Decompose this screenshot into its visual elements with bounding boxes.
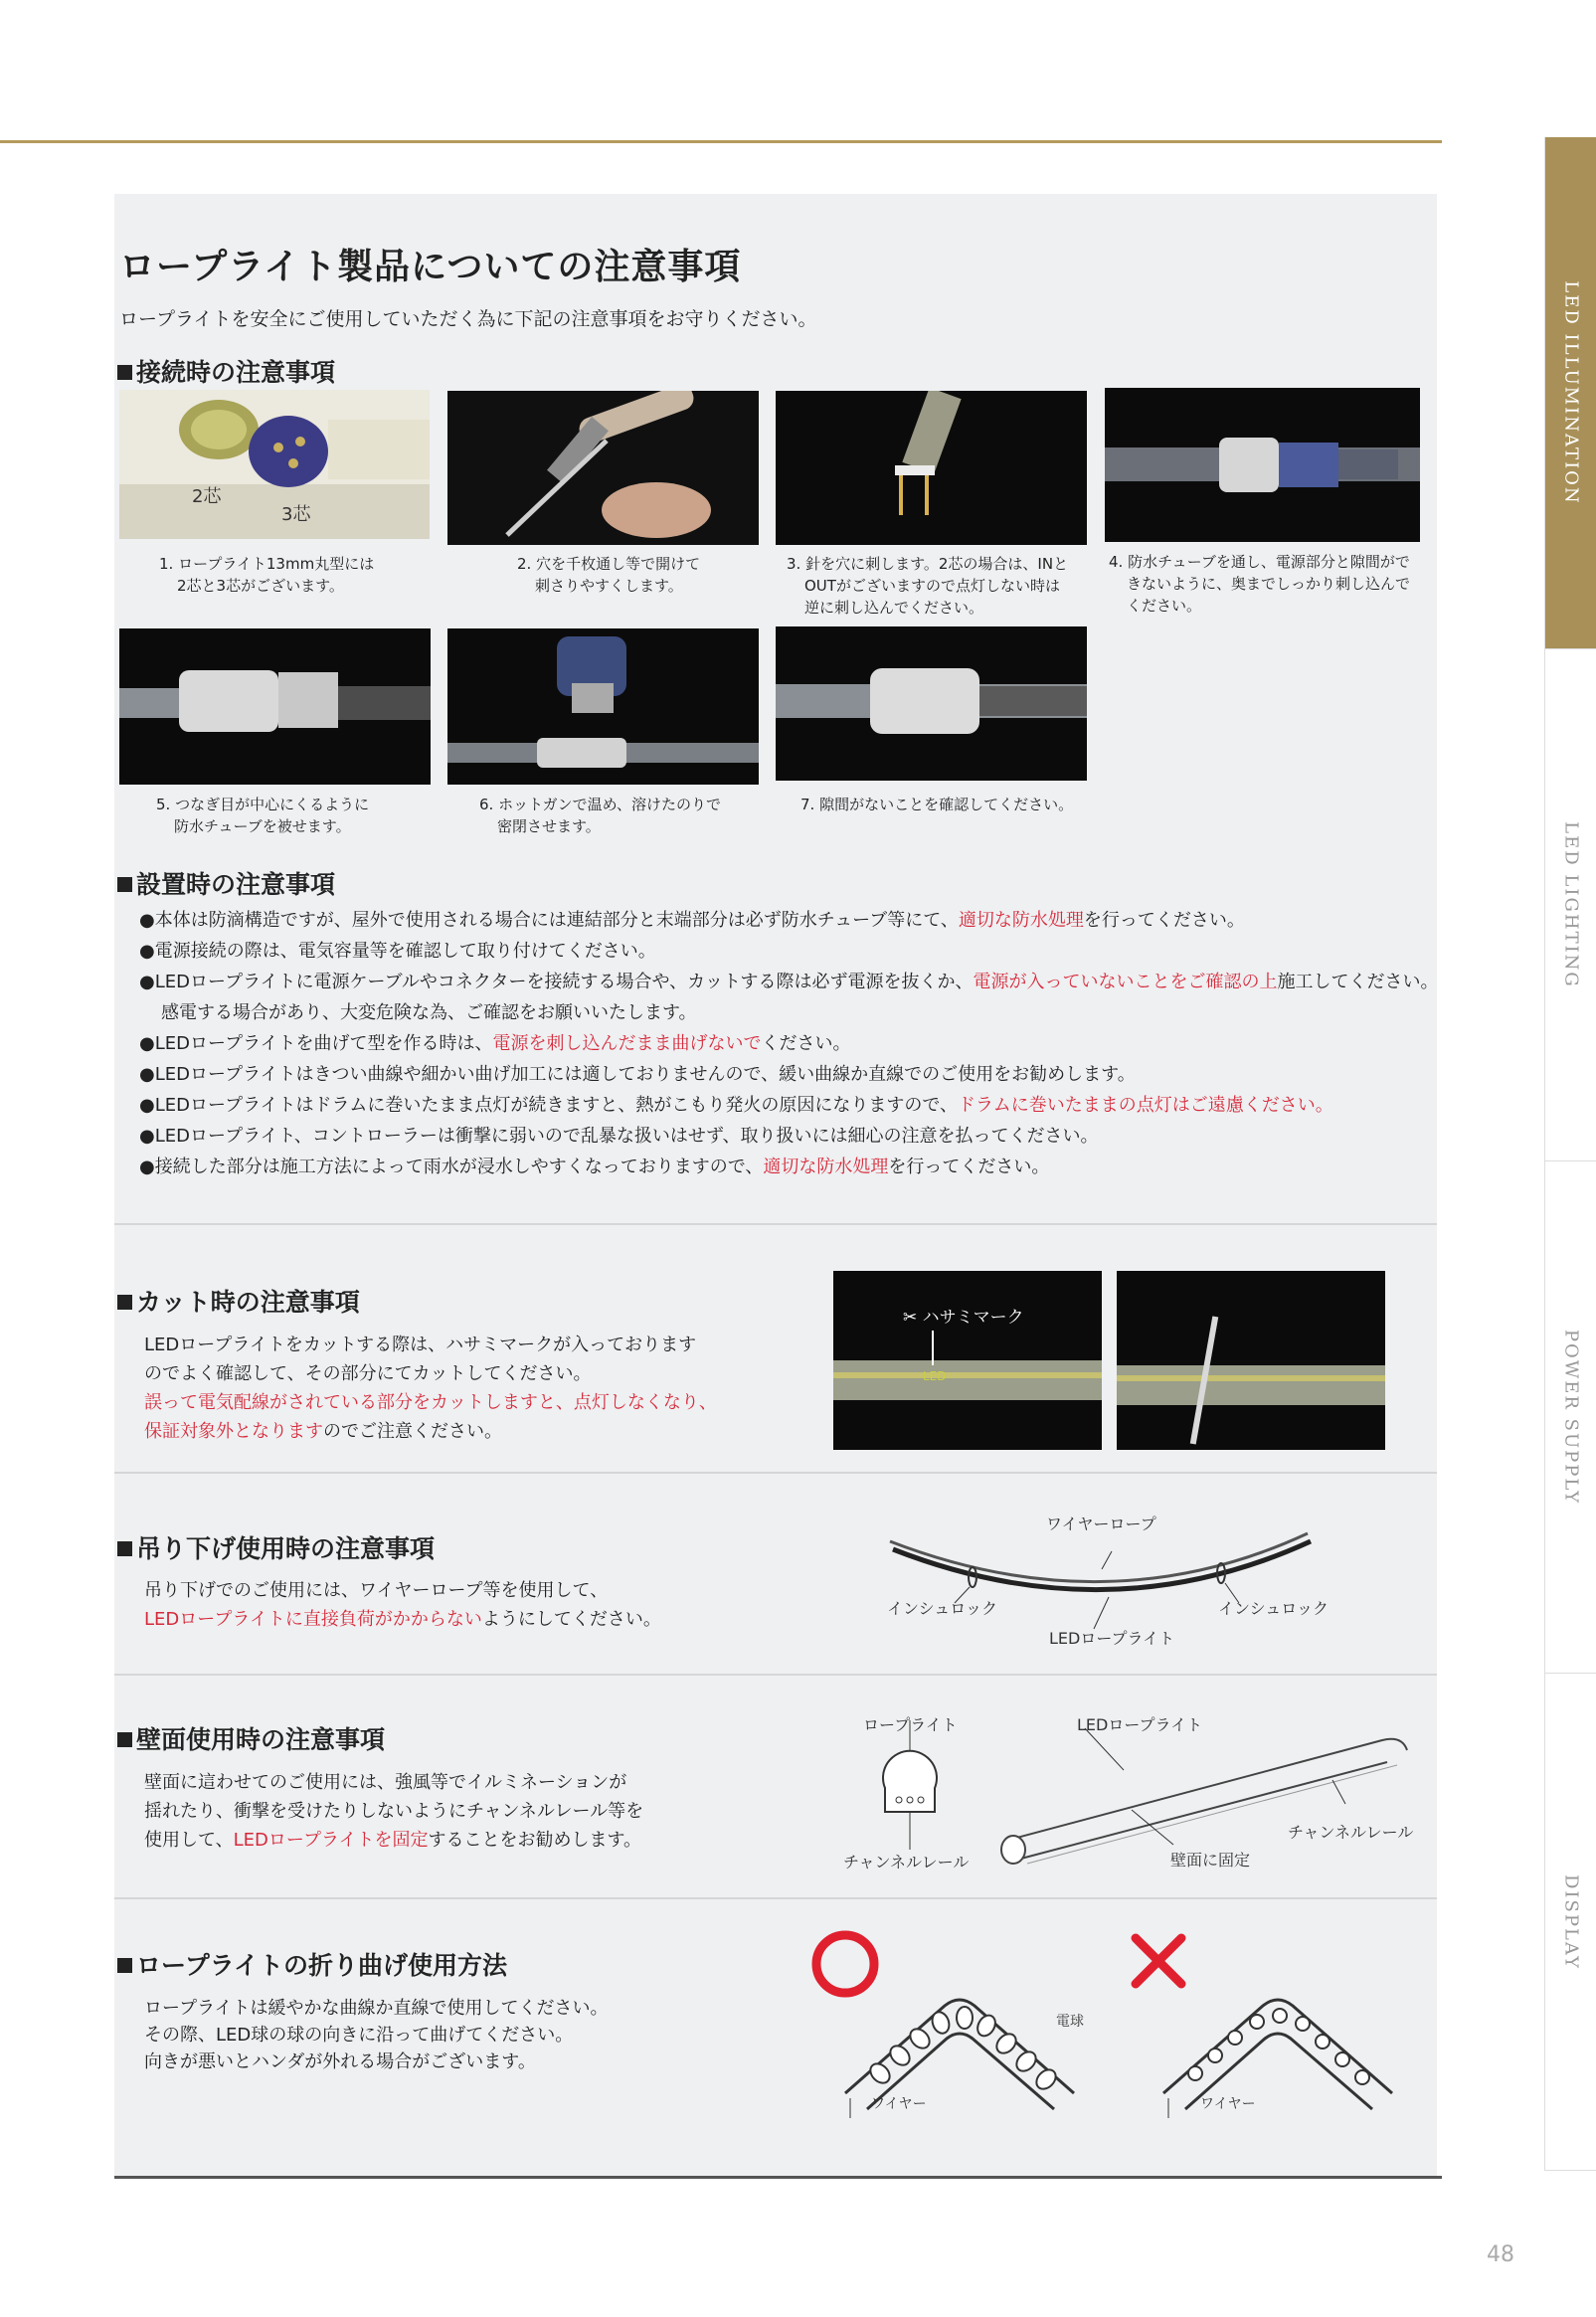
label-wire-right: ワイヤー [1200, 2096, 1256, 2112]
top-rule [0, 140, 1442, 143]
installation-bullets [139, 905, 1439, 1182]
bullet-1: ●本体は防滴構造ですが、屋外で使用される場合には連結部分と末端部分は必ず防水チューブ等にて、適切な防水処理を行ってください。 [139, 910, 1245, 931]
side-tab-power-supply[interactable]: POWER SUPPLY [1544, 1161, 1596, 1674]
cut-heading: カット時の注意事項 [117, 1283, 360, 1319]
bullet-8: ●接続した部分は施工方法によって雨水が浸水しやすくなっておりますので、適切な防水処理を行ってください。 [139, 1157, 1050, 1177]
svg-text:LED: LED [923, 1369, 947, 1383]
scissor-icon: ✂ [903, 1308, 923, 1328]
correct-circle-icon [816, 1935, 874, 1993]
caption-step-2: 2. 穴を千枚通し等で開けて 刺さりやすくします。 [517, 555, 701, 595]
caption-step-7: 7. 隙間がないことを確認してください。 [800, 796, 1074, 813]
hanging-text: 吊り下げでのご使用には、ワイヤーロープ等を使用して、 LEDロープライトに直接負荷がかからないようにしてください。 [144, 1580, 661, 1630]
page-subtitle: ロープライトを安全にご使用していただく為に下記の注意事項をお守りください。 [119, 308, 817, 330]
divider-2 [114, 1472, 1437, 1474]
bending-wrong-diagram [1124, 1924, 1412, 2118]
caption-step-1: 1. ロープライト13mm丸型には 2芯と3芯がございます。 [159, 555, 375, 595]
photo-cut-action [1117, 1271, 1385, 1450]
photo-step-3 [776, 391, 1087, 545]
divider-3 [114, 1674, 1437, 1676]
bending-heading: ロープライトの折り曲げ使用方法 [117, 1946, 507, 1982]
label-insulock-right: インシュロック [1218, 1599, 1329, 1618]
caption-step-3: 3. 針を穴に刺します。2芯の場合は、INと OUTがございますので点灯しない時は 逆に刺し込んでください。 [787, 555, 1069, 617]
wall-text: 壁面に這わせてのご使用には、強風等でイルミネーションが 揺れたり、衝撃を受けたりしないようにチャンネルレール等を 使用して、LEDロープライトを固定することをお勧めします。 [144, 1772, 644, 1851]
label-channel-rail-left: チャンネルレール [843, 1853, 970, 1871]
label-rope-light: ロープライト [863, 1715, 958, 1734]
label-bulb: 電球 [1056, 2014, 1084, 2030]
side-tab-led-lighting[interactable]: LED LIGHTING [1544, 649, 1596, 1161]
caption-step-5: 5. つなぎ目が中心にくるように 防水チューブを被せます。 [156, 796, 370, 835]
scissor-mark-label: ✂ ハサミマーク [903, 1308, 1024, 1328]
bottom-rule [114, 2176, 1442, 2179]
page-title: ロープライト製品についての注意事項 [119, 247, 742, 287]
bullet-2: ●電源接続の際は、電気容量等を確認して取り付けてください。 [139, 941, 656, 962]
label-wire-left: ワイヤー [871, 2096, 927, 2112]
cut-text: LEDロープライトをカットする際は、ハサミマークが入っております のでよく確認して、その部分にてカットしてください。 誤って電気配線がされている部分をカットしますと、点灯しなくなり、 保証対象外となりますのでご注意ください。 [144, 1335, 717, 1442]
photo-step-6 [447, 628, 759, 785]
label-led-rope-hanging: LEDロープライト [1049, 1629, 1175, 1648]
label-insulock-left: インシュロック [887, 1599, 997, 1618]
photo-cut-mark [833, 1271, 1102, 1450]
divider-1 [114, 1223, 1437, 1225]
label-wall-fix: 壁面に固定 [1170, 1851, 1251, 1870]
label-two-core: 2芯 [192, 486, 222, 507]
bending-text: ロープライトは緩やかな曲線か直線で使用してください。 その際、LED球の球の向きに沿って曲げてください。 向きが悪いとハンダが外れる場合がございます。 [144, 1998, 609, 2072]
hanging-heading: 吊り下げ使用時の注意事項 [117, 1529, 435, 1565]
bullet-7: ●LEDロープライト、コントローラーは衝撃に弱いので乱暴な扱いはせず、取り扱いには細心の注意を払ってください。 [139, 1126, 1099, 1147]
wrong-cross-icon [1136, 1938, 1181, 1984]
photo-step-5 [119, 628, 431, 785]
label-wire-rope: ワイヤーロープ [1046, 1515, 1156, 1533]
bullet-5: ●LEDロープライトはきつい曲線や細かい曲げ加工には適しておりませんので、緩い曲線か直線でのご使用をお勧めします。 [139, 1064, 1136, 1085]
caption-step-4: 4. 防水チューブを通し、電源部分と隙間がで きないように、奥までしっかり刺し込んで ください。 [1109, 553, 1411, 615]
divider-4 [114, 1897, 1437, 1899]
label-channel-rail-right: チャンネルレール [1288, 1823, 1414, 1842]
bullet-3-cont: 感電する場合があり、大変危険な為、ご確認をお願いいたします。 [161, 1002, 697, 1023]
installation-heading: 設置時の注意事項 [117, 865, 335, 901]
bullet-6: ●LEDロープライトはドラムに巻いたまま点灯が続きますと、熱がこもり発火の原因になりますので、ドラムに巻いたままの点灯はご遠慮ください。 [139, 1095, 1333, 1116]
wall-heading: 壁面使用時の注意事項 [117, 1720, 385, 1756]
bullet-4: ●LEDロープライトを曲げて型を作る時は、電源を刺し込んだまま曲げないでください。 [139, 1033, 851, 1054]
side-tabs [1544, 137, 1596, 2176]
photo-step-7 [776, 626, 1087, 781]
side-tab-display[interactable]: DISPLAY [1544, 1674, 1596, 2171]
side-tab-led-illumination[interactable]: LED ILLUMINATION [1544, 137, 1596, 649]
caption-step-6: 6. ホットガンで温め、溶けたのりで 密閉させます。 [479, 796, 722, 835]
page-number: 48 [1487, 2242, 1514, 2267]
photo-step-4 [1105, 388, 1420, 542]
bending-correct-diagram [805, 1924, 1094, 2118]
label-led-rope-wall: LEDロープライト [1077, 1715, 1203, 1734]
connection-heading: 接続時の注意事項 [117, 353, 335, 389]
photo-step-2 [447, 391, 759, 545]
label-three-core: 3芯 [281, 504, 311, 525]
bullet-3: ●LEDロープライトに電源ケーブルやコネクターを接続する場合や、カットする際は必ず電源を抜くか、電源が入っていないことをご確認の上施工してください。 [139, 972, 1439, 992]
photo-step-1 [119, 390, 430, 539]
